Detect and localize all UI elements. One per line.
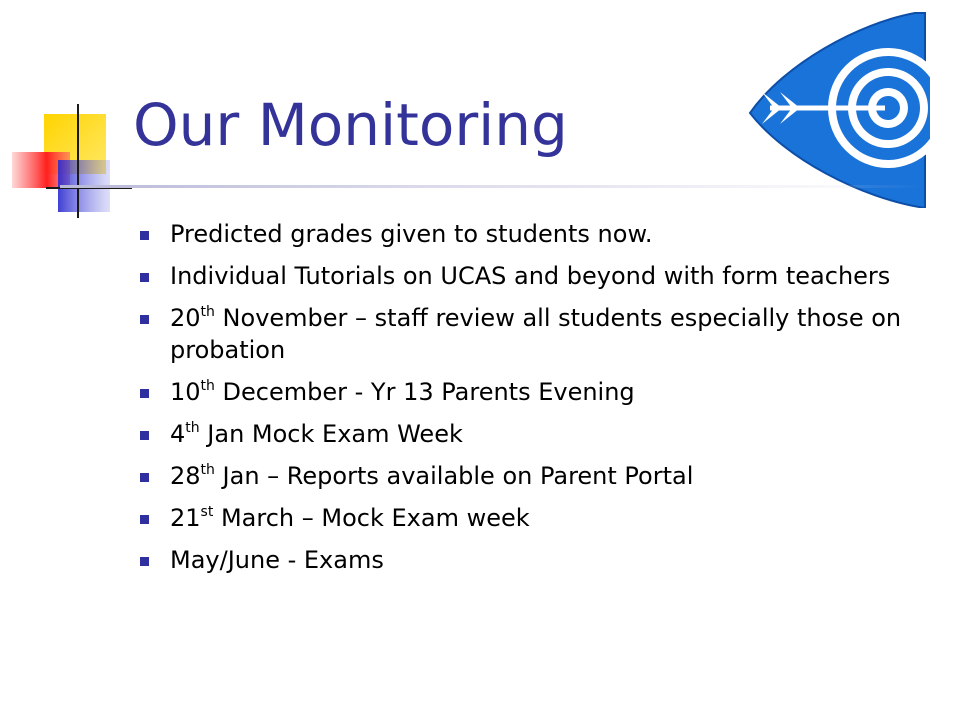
bullet-ordinal: th (200, 378, 215, 394)
list-item (130, 544, 910, 576)
bullet-square-icon (140, 515, 149, 524)
bullet-ordinal: th (200, 462, 215, 478)
bullet-text: Predicted grades given to students now. (170, 220, 653, 248)
bullet-ordinal: th (200, 304, 215, 320)
list-item (130, 502, 910, 534)
title-underline (60, 185, 920, 188)
bullseye-arrow-icon (740, 8, 930, 208)
page-title: Our Monitoring (133, 91, 568, 159)
bullet-square-icon (140, 431, 149, 440)
bullet-text: May/June - Exams (170, 546, 384, 574)
bullet-square-icon (140, 389, 149, 398)
bullet-ordinal: th (185, 420, 200, 436)
list-item (130, 218, 910, 250)
bullet-text-rest: December - Yr 13 Parents Evening (214, 378, 635, 406)
bullet-text-rest: Jan Mock Exam Week (199, 420, 463, 448)
bullet-text: 4 (170, 420, 186, 448)
bullet-square-icon (140, 557, 149, 566)
bullet-square-icon (140, 473, 149, 482)
color-squares-decoration (0, 90, 140, 230)
list-item (130, 460, 910, 492)
bullet-text-rest: November – staff review all students especially those on probation (170, 304, 902, 364)
bullet-text: 28 (170, 462, 201, 490)
bullet-list (130, 218, 910, 586)
bullet-text: 20 (170, 304, 201, 332)
bullet-ordinal: st (200, 504, 214, 520)
bullet-text: 10 (170, 378, 201, 406)
bullet-text: Individual Tutorials on UCAS and beyond with form teachers (170, 262, 891, 290)
bullet-text-rest: Jan – Reports available on Parent Portal (214, 462, 694, 490)
bullet-square-icon (140, 231, 149, 240)
list-item (130, 260, 910, 292)
list-item (130, 302, 910, 366)
list-item (130, 376, 910, 408)
bullet-text-rest: March – Mock Exam week (213, 504, 530, 532)
list-item (130, 418, 910, 450)
bullet-square-icon (140, 273, 149, 282)
bullet-text: 21 (170, 504, 201, 532)
bullet-square-icon (140, 315, 149, 324)
